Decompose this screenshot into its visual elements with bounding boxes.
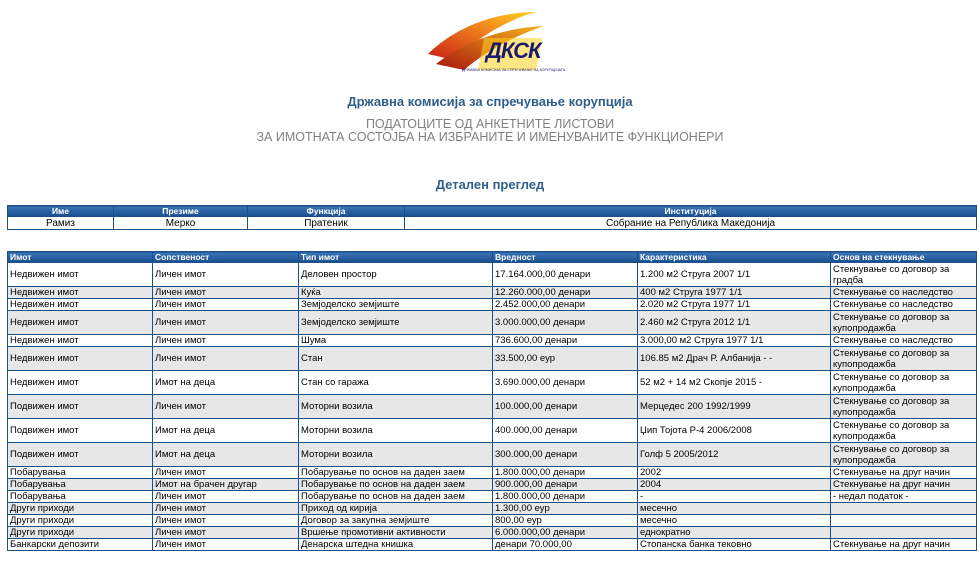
asset-cell: Подвижен имот — [8, 419, 153, 443]
assets-header-row — [8, 252, 977, 263]
table-row — [8, 335, 977, 347]
ownership-cell: Личен имот — [153, 527, 299, 539]
value-cell: 12.260.000,00 денари — [493, 287, 638, 299]
asset-type-cell: Побарување по основ на даден заем — [299, 479, 493, 491]
table-row — [8, 467, 977, 479]
header-acquisition-basis: Основ на стекнување — [831, 252, 977, 263]
characteristic-cell: Голф 5 2005/2012 — [638, 443, 831, 467]
table-row — [8, 311, 977, 335]
characteristic-cell: 2002 — [638, 467, 831, 479]
acquisition-basis-cell: Стекнување на друг начин — [831, 539, 977, 551]
acquisition-basis-cell: Стекнување на друг начин — [831, 479, 977, 491]
header-ownership: Сопственост — [153, 252, 299, 263]
value-cell: 1.800.000,00 денари — [493, 467, 638, 479]
person-function: Пратеник — [248, 217, 405, 230]
table-row — [8, 287, 977, 299]
value-cell: 400.000,00 денари — [493, 419, 638, 443]
person-header-row — [8, 206, 977, 217]
table-row — [8, 527, 977, 539]
value-cell: денари 70.000,00 — [493, 539, 638, 551]
value-cell: 1.300,00 еур — [493, 503, 638, 515]
characteristic-cell: 52 м2 + 14 м2 Скопје 2015 - — [638, 371, 831, 395]
characteristic-cell: 400 м2 Струга 1977 1/1 — [638, 287, 831, 299]
acquisition-basis-cell — [831, 515, 977, 527]
table-row — [8, 263, 977, 287]
characteristic-cell: 1.200 м2 Струга 2007 1/1 — [638, 263, 831, 287]
table-row — [8, 539, 977, 551]
logo-text: ДКСК — [486, 38, 541, 63]
asset-type-cell: Моторни возила — [299, 419, 493, 443]
subtitle-line2: ЗА ИМОТНАТА СОСТОЈБА НА ИЗБРАНИТЕ И ИМЕНУВАНИТЕ ФУНКЦИОНЕРИ — [256, 130, 724, 144]
asset-type-cell: Земјоделско земјиште — [299, 311, 493, 335]
acquisition-basis-cell: - недал податок - — [831, 491, 977, 503]
person-name: Рамиз — [8, 217, 114, 230]
value-cell: 800,00 еур — [493, 515, 638, 527]
asset-cell: Недвижен имот — [8, 311, 153, 335]
acquisition-basis-cell: Стекнување со договор за градба — [831, 263, 977, 287]
asset-cell: Недвижен имот — [8, 347, 153, 371]
asset-type-cell: Шума — [299, 335, 493, 347]
header-asset: Имот — [8, 252, 153, 263]
acquisition-basis-cell: Стекнување со наследство — [831, 335, 977, 347]
ownership-cell: Личен имот — [153, 299, 299, 311]
asset-cell: Други приходи — [8, 515, 153, 527]
asset-type-cell: Вршење промотивни активности — [299, 527, 493, 539]
value-cell: 736.600,00 денари — [493, 335, 638, 347]
asset-type-cell: Деловен простор — [299, 263, 493, 287]
ownership-cell: Личен имот — [153, 287, 299, 299]
logo-subtext: ДРЖАВНА КОМИСИЈА ЗА СПРЕЧУВАЊЕ НА КОРУПЦИЈАТА — [462, 68, 566, 72]
asset-type-cell: Договор за закупна земјиште — [299, 515, 493, 527]
header-value: Вредност — [493, 252, 638, 263]
asset-cell: Побарувања — [8, 467, 153, 479]
acquisition-basis-cell — [831, 503, 977, 515]
ownership-cell: Личен имот — [153, 491, 299, 503]
table-row — [8, 515, 977, 527]
asset-cell: Други приходи — [8, 503, 153, 515]
asset-cell: Недвижен имот — [8, 263, 153, 287]
table-row — [8, 395, 977, 419]
characteristic-cell: месечно — [638, 503, 831, 515]
ownership-cell: Личен имот — [153, 335, 299, 347]
asset-cell: Други приходи — [8, 527, 153, 539]
characteristic-cell: 106.85 м2 Драч Р. Албанија - - — [638, 347, 831, 371]
characteristic-cell: - — [638, 491, 831, 503]
asset-type-cell: Стан со гаража — [299, 371, 493, 395]
asset-type-cell: Стан — [299, 347, 493, 371]
table-row — [8, 503, 977, 515]
acquisition-basis-cell — [831, 527, 977, 539]
value-cell: 1.800.000,00 денари — [493, 491, 638, 503]
characteristic-cell: Џип Тојота Р-4 2006/2008 — [638, 419, 831, 443]
value-cell: 2.452.000,00 денари — [493, 299, 638, 311]
person-row — [8, 217, 977, 230]
characteristic-cell: Мерцедес 200 1992/1999 — [638, 395, 831, 419]
value-cell: 6.000.000,00 денари — [493, 527, 638, 539]
subtitle-line1: ПОДАТОЦИТЕ ОД АНКЕТНИТЕ ЛИСТОВИ — [365, 117, 615, 131]
person-institution: Собрание на Република Македонија — [405, 217, 977, 230]
asset-cell: Недвижен имот — [8, 371, 153, 395]
table-row — [8, 479, 977, 491]
table-row — [8, 371, 977, 395]
header-surname: Презиме — [114, 206, 248, 217]
person-surname: Мерко — [114, 217, 248, 230]
asset-type-cell: Моторни возила — [299, 395, 493, 419]
asset-cell: Недвижен имот — [8, 299, 153, 311]
characteristic-cell: месечно — [638, 515, 831, 527]
dksk-logo — [424, 8, 564, 80]
asset-cell: Банкарски депозити — [8, 539, 153, 551]
asset-cell: Подвижен имот — [8, 395, 153, 419]
value-cell: 3.690.000,00 денари — [493, 371, 638, 395]
characteristic-cell: 2004 — [638, 479, 831, 491]
asset-cell: Побарувања — [8, 491, 153, 503]
table-row — [8, 419, 977, 443]
asset-cell: Недвижен имот — [8, 287, 153, 299]
table-row — [8, 299, 977, 311]
ownership-cell: Имот на деца — [153, 443, 299, 467]
header-institution: Институција — [405, 206, 977, 217]
header-characteristic: Карактеристика — [638, 252, 831, 263]
table-row — [8, 491, 977, 503]
value-cell: 17.164.000,00 денари — [493, 263, 638, 287]
asset-cell: Побарувања — [8, 479, 153, 491]
header-function: Функција — [248, 206, 405, 217]
ownership-cell: Личен имот — [153, 311, 299, 335]
acquisition-basis-cell: Стекнување со наследство — [831, 299, 977, 311]
person-table — [7, 205, 977, 230]
ownership-cell: Личен имот — [153, 395, 299, 419]
acquisition-basis-cell: Стекнување со договор за купопродажба — [831, 371, 977, 395]
asset-cell: Подвижен имот — [8, 443, 153, 467]
value-cell: 100.000,00 денари — [493, 395, 638, 419]
acquisition-basis-cell: Стекнување со договор за купопродажба — [831, 311, 977, 335]
asset-type-cell: Приход од кирија — [299, 503, 493, 515]
characteristic-cell: еднократно — [638, 527, 831, 539]
characteristic-cell: Стопанска банка тековно — [638, 539, 831, 551]
value-cell: 3.000.000,00 денари — [493, 311, 638, 335]
table-row — [8, 443, 977, 467]
ownership-cell: Личен имот — [153, 503, 299, 515]
table-row — [8, 347, 977, 371]
ownership-cell: Личен имот — [153, 539, 299, 551]
characteristic-cell: 2.020 м2 Струга 1977 1/1 — [638, 299, 831, 311]
value-cell: 900.000,00 денари — [493, 479, 638, 491]
characteristic-cell: 2.460 м2 Струга 2012 1/1 — [638, 311, 831, 335]
characteristic-cell: 3.000,00 м2 Струга 1977 1/1 — [638, 335, 831, 347]
header-asset-type: Тип имот — [299, 252, 493, 263]
asset-type-cell: Земјоделско земјиште — [299, 299, 493, 311]
value-cell: 33.500,00 еур — [493, 347, 638, 371]
ownership-cell: Личен имот — [153, 347, 299, 371]
header-name: Име — [8, 206, 114, 217]
asset-type-cell: Побарување по основ на даден заем — [299, 467, 493, 479]
ownership-cell: Имот на деца — [153, 419, 299, 443]
ownership-cell: Личен имот — [153, 515, 299, 527]
acquisition-basis-cell: Стекнување со договор за купопродажба — [831, 419, 977, 443]
value-cell: 300.000,00 денари — [493, 443, 638, 467]
assets-table — [7, 251, 977, 551]
ownership-cell: Имот на деца — [153, 371, 299, 395]
asset-type-cell: Денарска штедна книшка — [299, 539, 493, 551]
acquisition-basis-cell: Стекнување со договор за купопродажба — [831, 347, 977, 371]
ownership-cell: Личен имот — [153, 467, 299, 479]
ownership-cell: Личен имот — [153, 263, 299, 287]
ownership-cell: Имот на брачен другар — [153, 479, 299, 491]
asset-cell: Недвижен имот — [8, 335, 153, 347]
acquisition-basis-cell: Стекнување со наследство — [831, 287, 977, 299]
asset-type-cell: Куќа — [299, 287, 493, 299]
acquisition-basis-cell: Стекнување со договор за купопродажба — [831, 443, 977, 467]
acquisition-basis-cell: Стекнување со договор за купопродажба — [831, 395, 977, 419]
acquisition-basis-cell: Стекнување на друг начин — [831, 467, 977, 479]
section-title: Детален преглед — [435, 177, 545, 192]
page-title: Државна комисија за спречување корупција — [347, 94, 633, 109]
asset-type-cell: Побарување по основ на даден заем — [299, 491, 493, 503]
asset-type-cell: Моторни возила — [299, 443, 493, 467]
